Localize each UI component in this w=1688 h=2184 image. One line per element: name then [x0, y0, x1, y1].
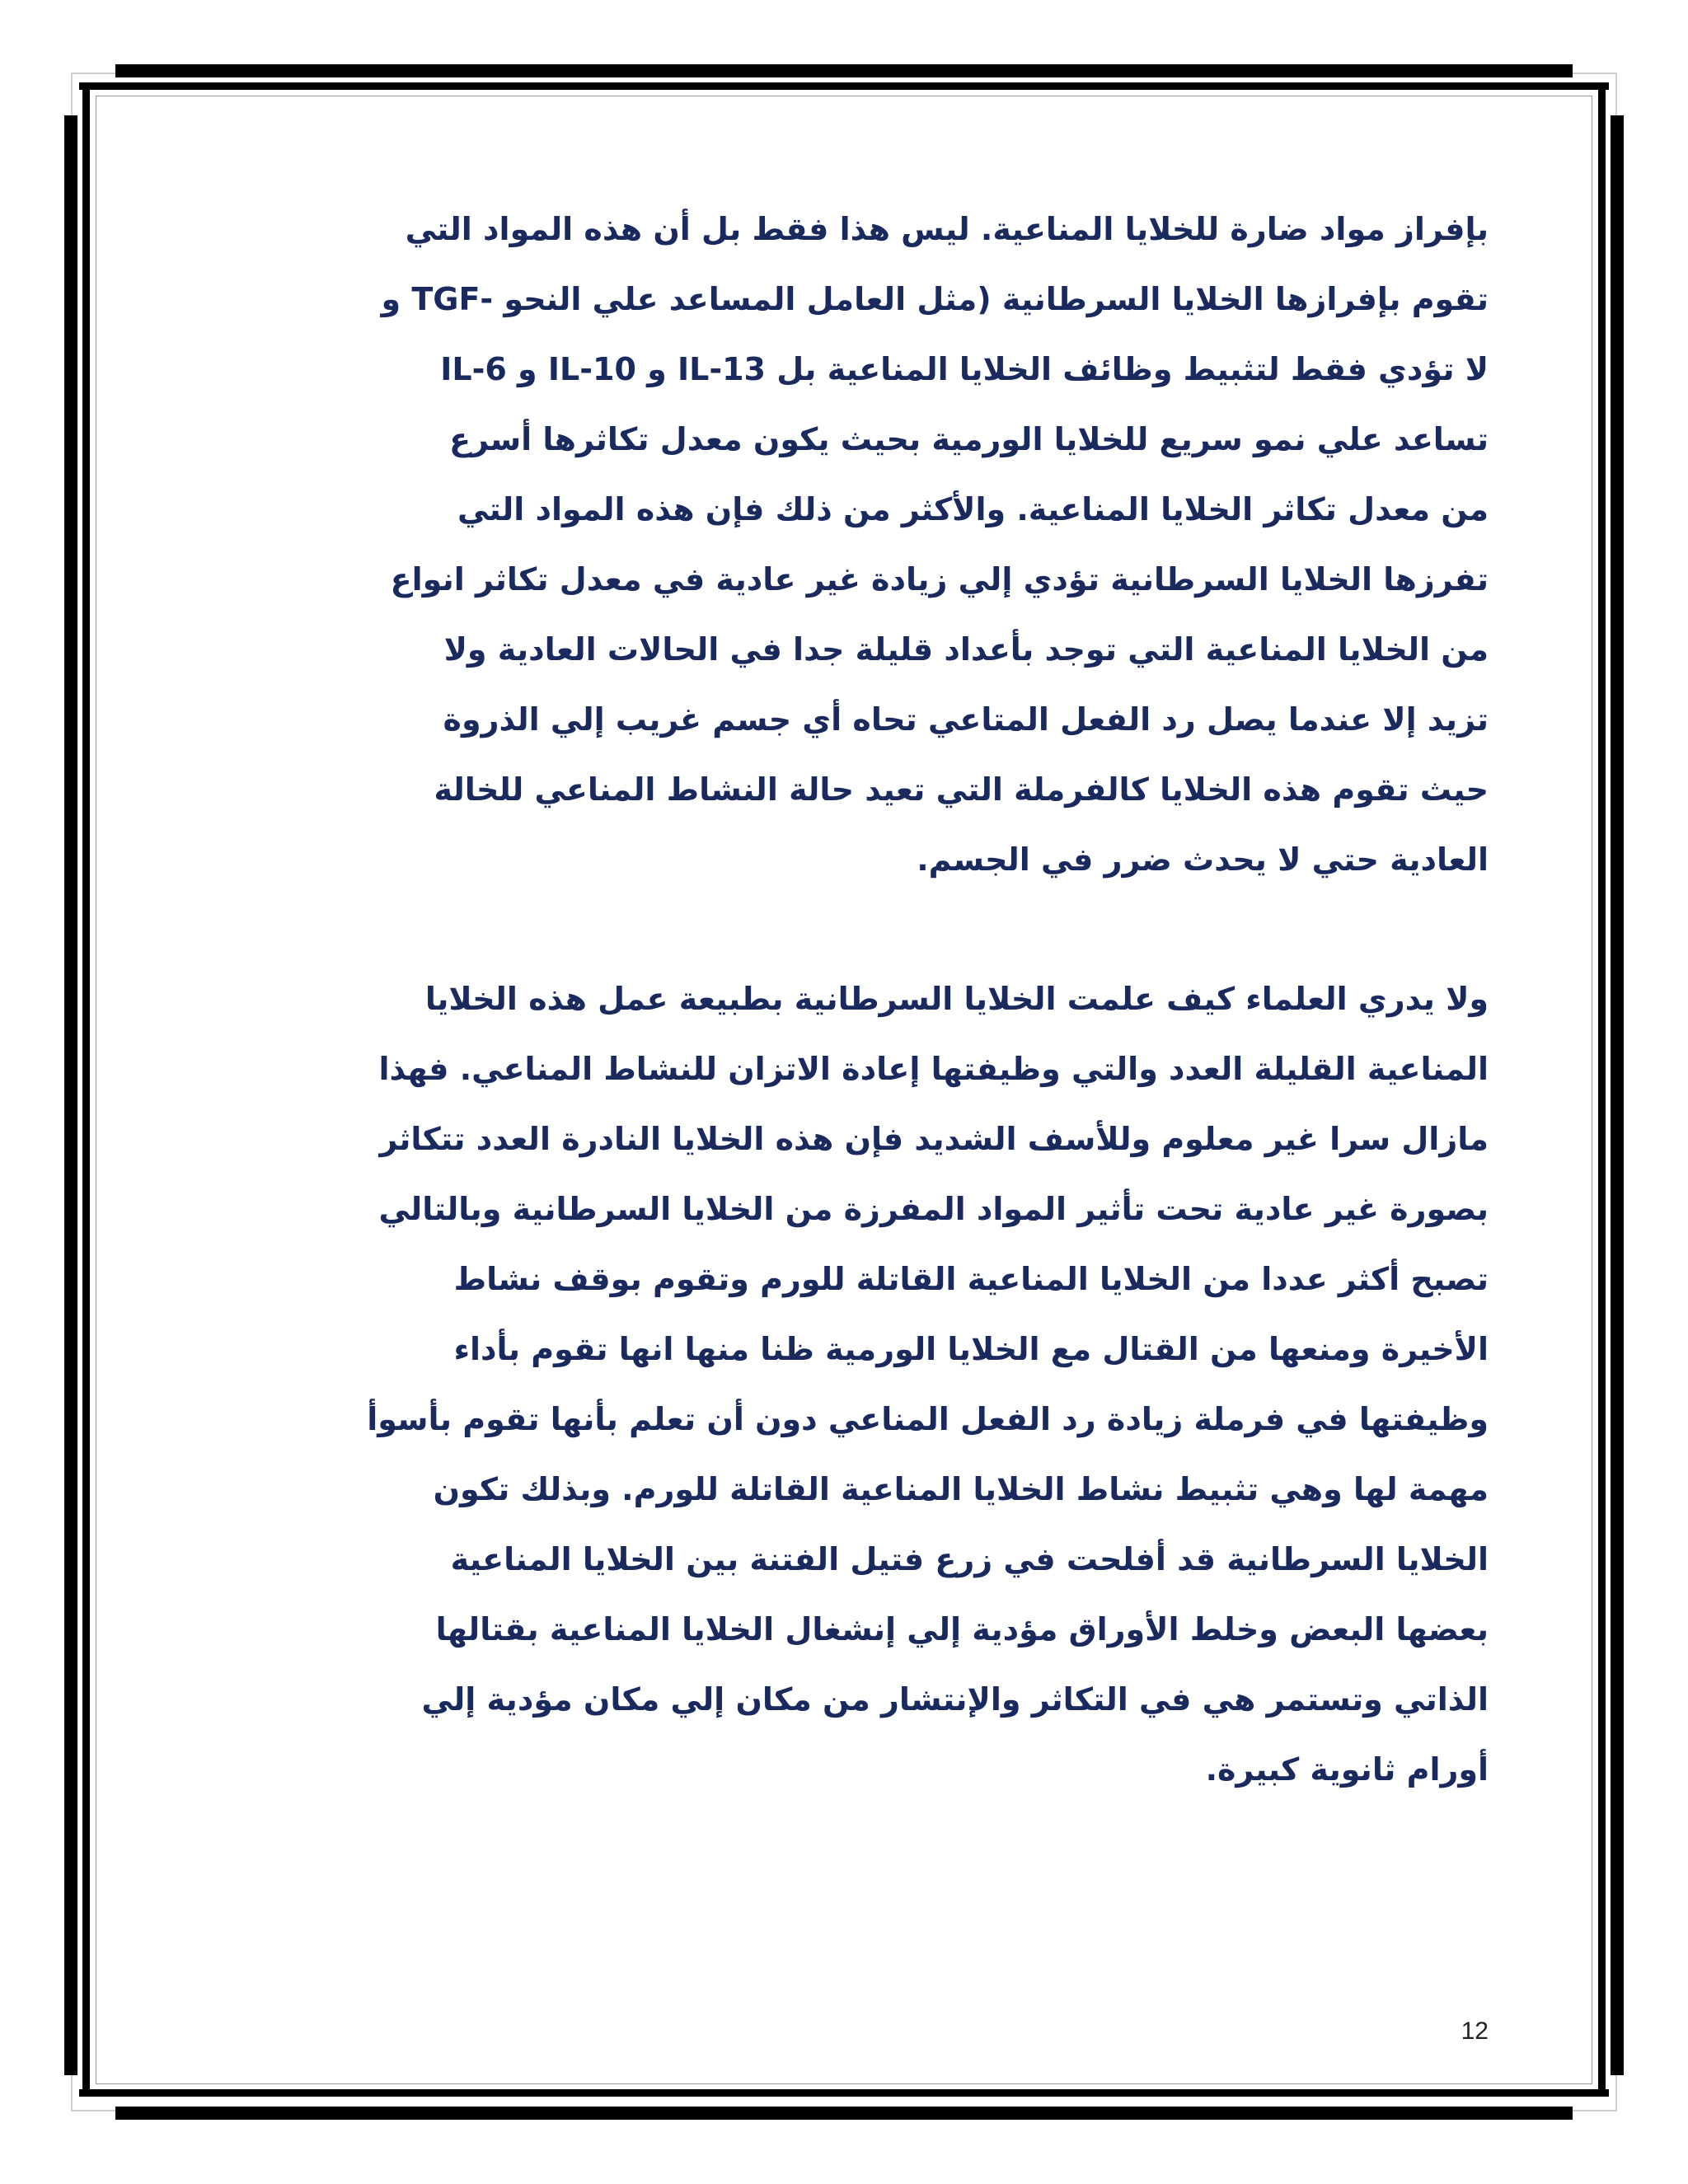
text-line: وظيفتها في فرملة زيادة رد الفعل المناعي دون أن تعلم بأنها تقوم بأسوأ [367, 1401, 1489, 1437]
text-line: من معدل تكاثر الخلايا المناعية. والأكثر من ذلك فإن هذه المواد التي [457, 491, 1489, 527]
document-body [206, 194, 1489, 1805]
text-line: حيث تقوم هذه الخلايا كالفرملة التي تعيد حالة النشاط المناعي للخالة [434, 771, 1489, 808]
frame-top-inner-bar [79, 82, 1609, 90]
frame-top-bar [115, 64, 1573, 77]
text-line: تساعد علي نمو سريع للخلايا الورمية بحيث يكون معدل تكاثرها أسرع [449, 421, 1489, 457]
frame-left-bar [64, 115, 77, 2075]
text-line: العادية حتي لا يحدث ضرر في الجسم. [917, 841, 1489, 878]
text-line: بعضها البعض وخلط الأوراق مؤدية إلي إنشغال الخلايا المناعية بقتالها [435, 1611, 1489, 1647]
paragraph-spacer [206, 895, 1489, 964]
text-line: IL-6 و IL-10 و IL-13 لا تؤدي فقط لتثبيط وظائف الخلايا المناعية بل [440, 351, 1489, 387]
text-line: من الخلايا المناعية التي توجد بأعداد قليلة جدا في الحالات العادية ولا [443, 631, 1489, 668]
frame-left-inner-bar [82, 82, 90, 2097]
text-line: المناعية القليلة العدد والتي وظيفتها إعادة الاتزان للنشاط المناعي. فهذا [378, 1051, 1489, 1087]
text-line: تزيد إلا عندما يصل رد الفعل المتاعي تحاه أي جسم غريب إلي الذروة [443, 701, 1489, 738]
text-line: تفرزها الخلايا السرطانية تؤدي إلي زيادة غير عادية في معدل تكاثر انواع [390, 561, 1489, 598]
text-line: بصورة غير عادية تحت تأثير المواد المفرزة من الخلايا السرطانية وبالتالي [378, 1191, 1489, 1227]
text-line: ولا يدري العلماء كيف علمت الخلايا السرطانية بطبيعة عمل هذه الخلايا [424, 981, 1489, 1017]
text-line: الأخيرة ومنعها من القتال مع الخلايا الورمية ظنا منها انها تقوم بأداء [453, 1331, 1489, 1367]
paragraph-2 [206, 964, 1489, 1805]
frame-bottom-inner-bar [79, 2089, 1609, 2097]
frame-right-bar [1611, 115, 1624, 2075]
text-line: تصبح أكثر عددا من الخلايا المناعية القاتلة للورم وتقوم بوقف نشاط [453, 1261, 1489, 1297]
text-line: بإفراز مواد ضارة للخلايا المناعية. ليس هذا فقط بل أن هذه المواد التي [405, 211, 1489, 247]
text-line: الذاتي وتستمر هي في التكاثر والإنتشار من مكان إلي مكان مؤدية إلي [421, 1681, 1489, 1718]
text-line: الخلايا السرطانية قد أفلحت في زرع فتيل الفتنة بين الخلايا المناعية [450, 1541, 1489, 1577]
text-line: تقوم بإفرازها الخلايا السرطانية (مثل العامل المساعد علي النحو -TGF و [381, 281, 1489, 317]
text-line: مازال سرا غير معلوم وللأسف الشديد فإن هذه الخلايا النادرة العدد تتكاثر [379, 1121, 1489, 1157]
text-line: أورام ثانوية كبيرة. [1205, 1751, 1489, 1788]
page-number: 12 [1461, 2018, 1489, 2045]
frame-bottom-bar [115, 2107, 1573, 2120]
frame-inner-line-bottom [96, 2083, 1592, 2084]
paragraph-1 [206, 194, 1489, 895]
text-line: مهمة لها وهي تثبيط نشاط الخلايا المناعية القاتلة للورم. وبذلك تكون [433, 1471, 1489, 1507]
frame-right-inner-bar [1598, 82, 1606, 2097]
